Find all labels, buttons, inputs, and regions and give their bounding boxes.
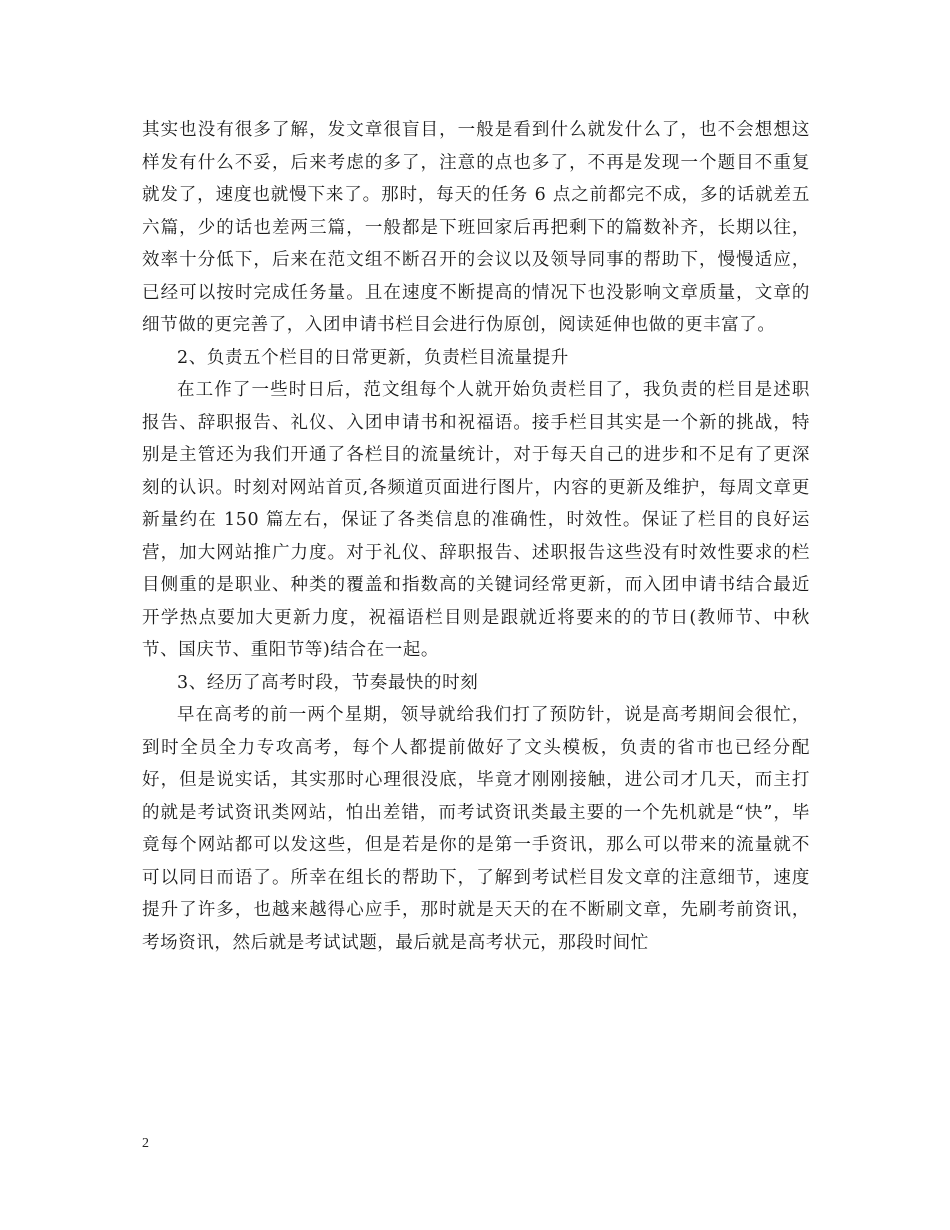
paragraph-column-responsibility: 在工作了一些时日后，范文组每个人就开始负责栏目了，我负责的栏目是述职报告、辞职报告、礼仪、入团申请书和祝福语。接手栏目其实是一个新的挑战，特别是主管还为我们开通了各栏目的流量统计，对于每天自己的进步和不足有了更深刻的认识。时刻对网站首页,各频道页面进行图片，内容的更新及维护，每周文章更新量约在 150 篇左右，保证了各类信息的准确性，时效性。保证了栏目的良好运营，加大网站推广力度。对于礼仪、辞职报告、述职报告这些没有时效性要求的栏目侧重的是职业、种类的覆盖和指数高的关键词经常更新，而入团申请书结合最近开学热点要加大更新力度，祝福语栏目则是跟就近将要来的的节日(教师节、中秋节、国庆节、重阳节等)结合在一起。: [142, 380, 810, 660]
section-heading-2: 2、负责五个栏目的日常更新，负责栏目流量提升: [177, 347, 569, 368]
document-body: [142, 114, 810, 959]
section-heading-3: 3、经历了高考时段，节奏最快的时刻: [177, 672, 479, 693]
paragraph-continued: 其实也没有很多了解，发文章很盲目，一般是看到什么就发什么了，也不会想想这样发有什么不妥，后来考虑的多了，注意的点也多了，不再是发现一个题目不重复就发了，速度也就慢下来了。那时，每天的任务 6 点之前都完不成，多的话就差五六篇，少的话也差两三篇，一般都是下班回家后再把剩下的篇数补齐，长期以往，效率十分低下，后来在范文组不断召开的会议以及领导同事的帮助下，慢慢适应，已经可以按时完成任务量。且在速度不断提高的情况下也没影响文章质量，文章的细节做的更完善了，入团申请书栏目会进行伪原创，阅读延伸也做的更丰富了。: [142, 120, 810, 335]
paragraph-gaokao-period: 早在高考的前一两个星期，领导就给我们打了预防针，说是高考期间会很忙，到时全员全力专攻高考，每个人都提前做好了文头模板，负责的省市也已经分配好，但是说实话，其实那时心理很没底，毕竟才刚刚接触，进公司才几天，而主打的就是考试资讯类网站，怕出差错，而考试资讯类最主要的一个先机就是“快”，毕竟每个网站都可以发这些，但是若是你的是第一手资讯，那么可以带来的流量就不可以同日而语了。所幸在组长的帮助下，了解到考试栏目发文章的注意细节，速度提升了许多，也越来越得心应手，那时就是天天的在不断刷文章，先刷考前资讯，考场资讯，然后就是考试试题，最后就是高考状元，那段时间忙: [142, 705, 810, 953]
page-number: 2: [142, 1136, 149, 1151]
